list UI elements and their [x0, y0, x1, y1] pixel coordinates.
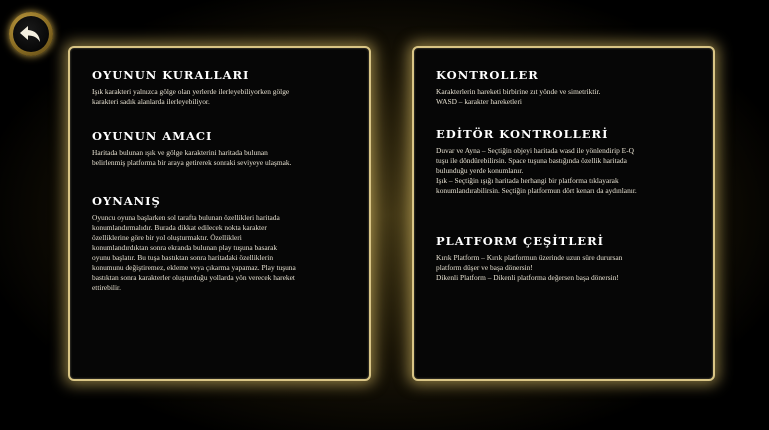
section-body: Kırık Platform – Kırık platformun üzerinde uzun süre durursan platform düşer ve başa dönersin! Dikenli Platform – Dikenli platforma değersen başa dönersin!	[436, 253, 623, 282]
section-body: Oyuncu oyuna başlarken sol tarafta bulunan özellikleri haritada konumlandırmalıdır. Burada dikkat edilecek nokta karakter özelliklerine göre bir yol oluşturmaktır. Özellikleri konumlandırdıktan sonra ekranda bulunan play tuşuna basarak oyunu başlatır. Bu tuşa bastıktan sonra haritadaki özelliklerin konumunu değiştiremez, ekleme veya çıkarma yapamaz. Play tuşuna bastıktan sonra karakterler oluşturduğu yollarda yön verecek hareket ettirebilir.	[92, 213, 296, 292]
controls-panel	[412, 46, 715, 381]
editor-controls-section	[436, 127, 691, 196]
platform-types-section	[436, 234, 691, 283]
goal-section	[92, 129, 347, 168]
section-title: PLATFORM ÇEŞİTLERİ	[436, 234, 605, 248]
back-button-face	[13, 16, 49, 52]
section-body: Işık karakteri yalnızca gölge olan yerlerde ilerleyebiliyorken gölge karakteri sadık alanlarda ilerleyebiliyor.	[92, 87, 290, 106]
rules-panel	[68, 46, 371, 381]
section-title: OYNANIŞ	[92, 194, 161, 208]
section-title: KONTROLLER	[436, 68, 539, 82]
gameplay-section	[92, 194, 347, 293]
section-body: Duvar ve Ayna – Seçtiğin objeyi haritada wasd ile yönlendirip E-Q tuşu ile döndürebilirsin. Space tuşuna bastığında özellik haritada bulunduğu yerde konumlanır. Işık – Seçtiğin ışığı haritada herhangi bir platforma tıklayarak konumlandırabilirsin. Seçtiğin platformun dört kenarı da aydınlanır.	[436, 146, 637, 195]
section-body: Karakterlerin hareketi birbirine zıt yönde ve simetriktir. WASD – karakter hareketleri	[436, 87, 601, 106]
back-button[interactable]	[9, 12, 53, 56]
controls-section	[436, 68, 691, 107]
section-title: OYUNUN KURALLARI	[92, 68, 250, 82]
back-arrow-icon	[19, 24, 43, 44]
section-title: OYUNUN AMACI	[92, 129, 213, 143]
rules-section	[92, 68, 347, 107]
section-title: EDİTÖR KONTROLLERİ	[436, 127, 609, 141]
section-body: Haritada bulunan ışık ve gölge karakterini haritada bulunan belirlenmiş platforma bir araya getirerek sonraki seviyeye ulaşmak.	[92, 148, 292, 167]
